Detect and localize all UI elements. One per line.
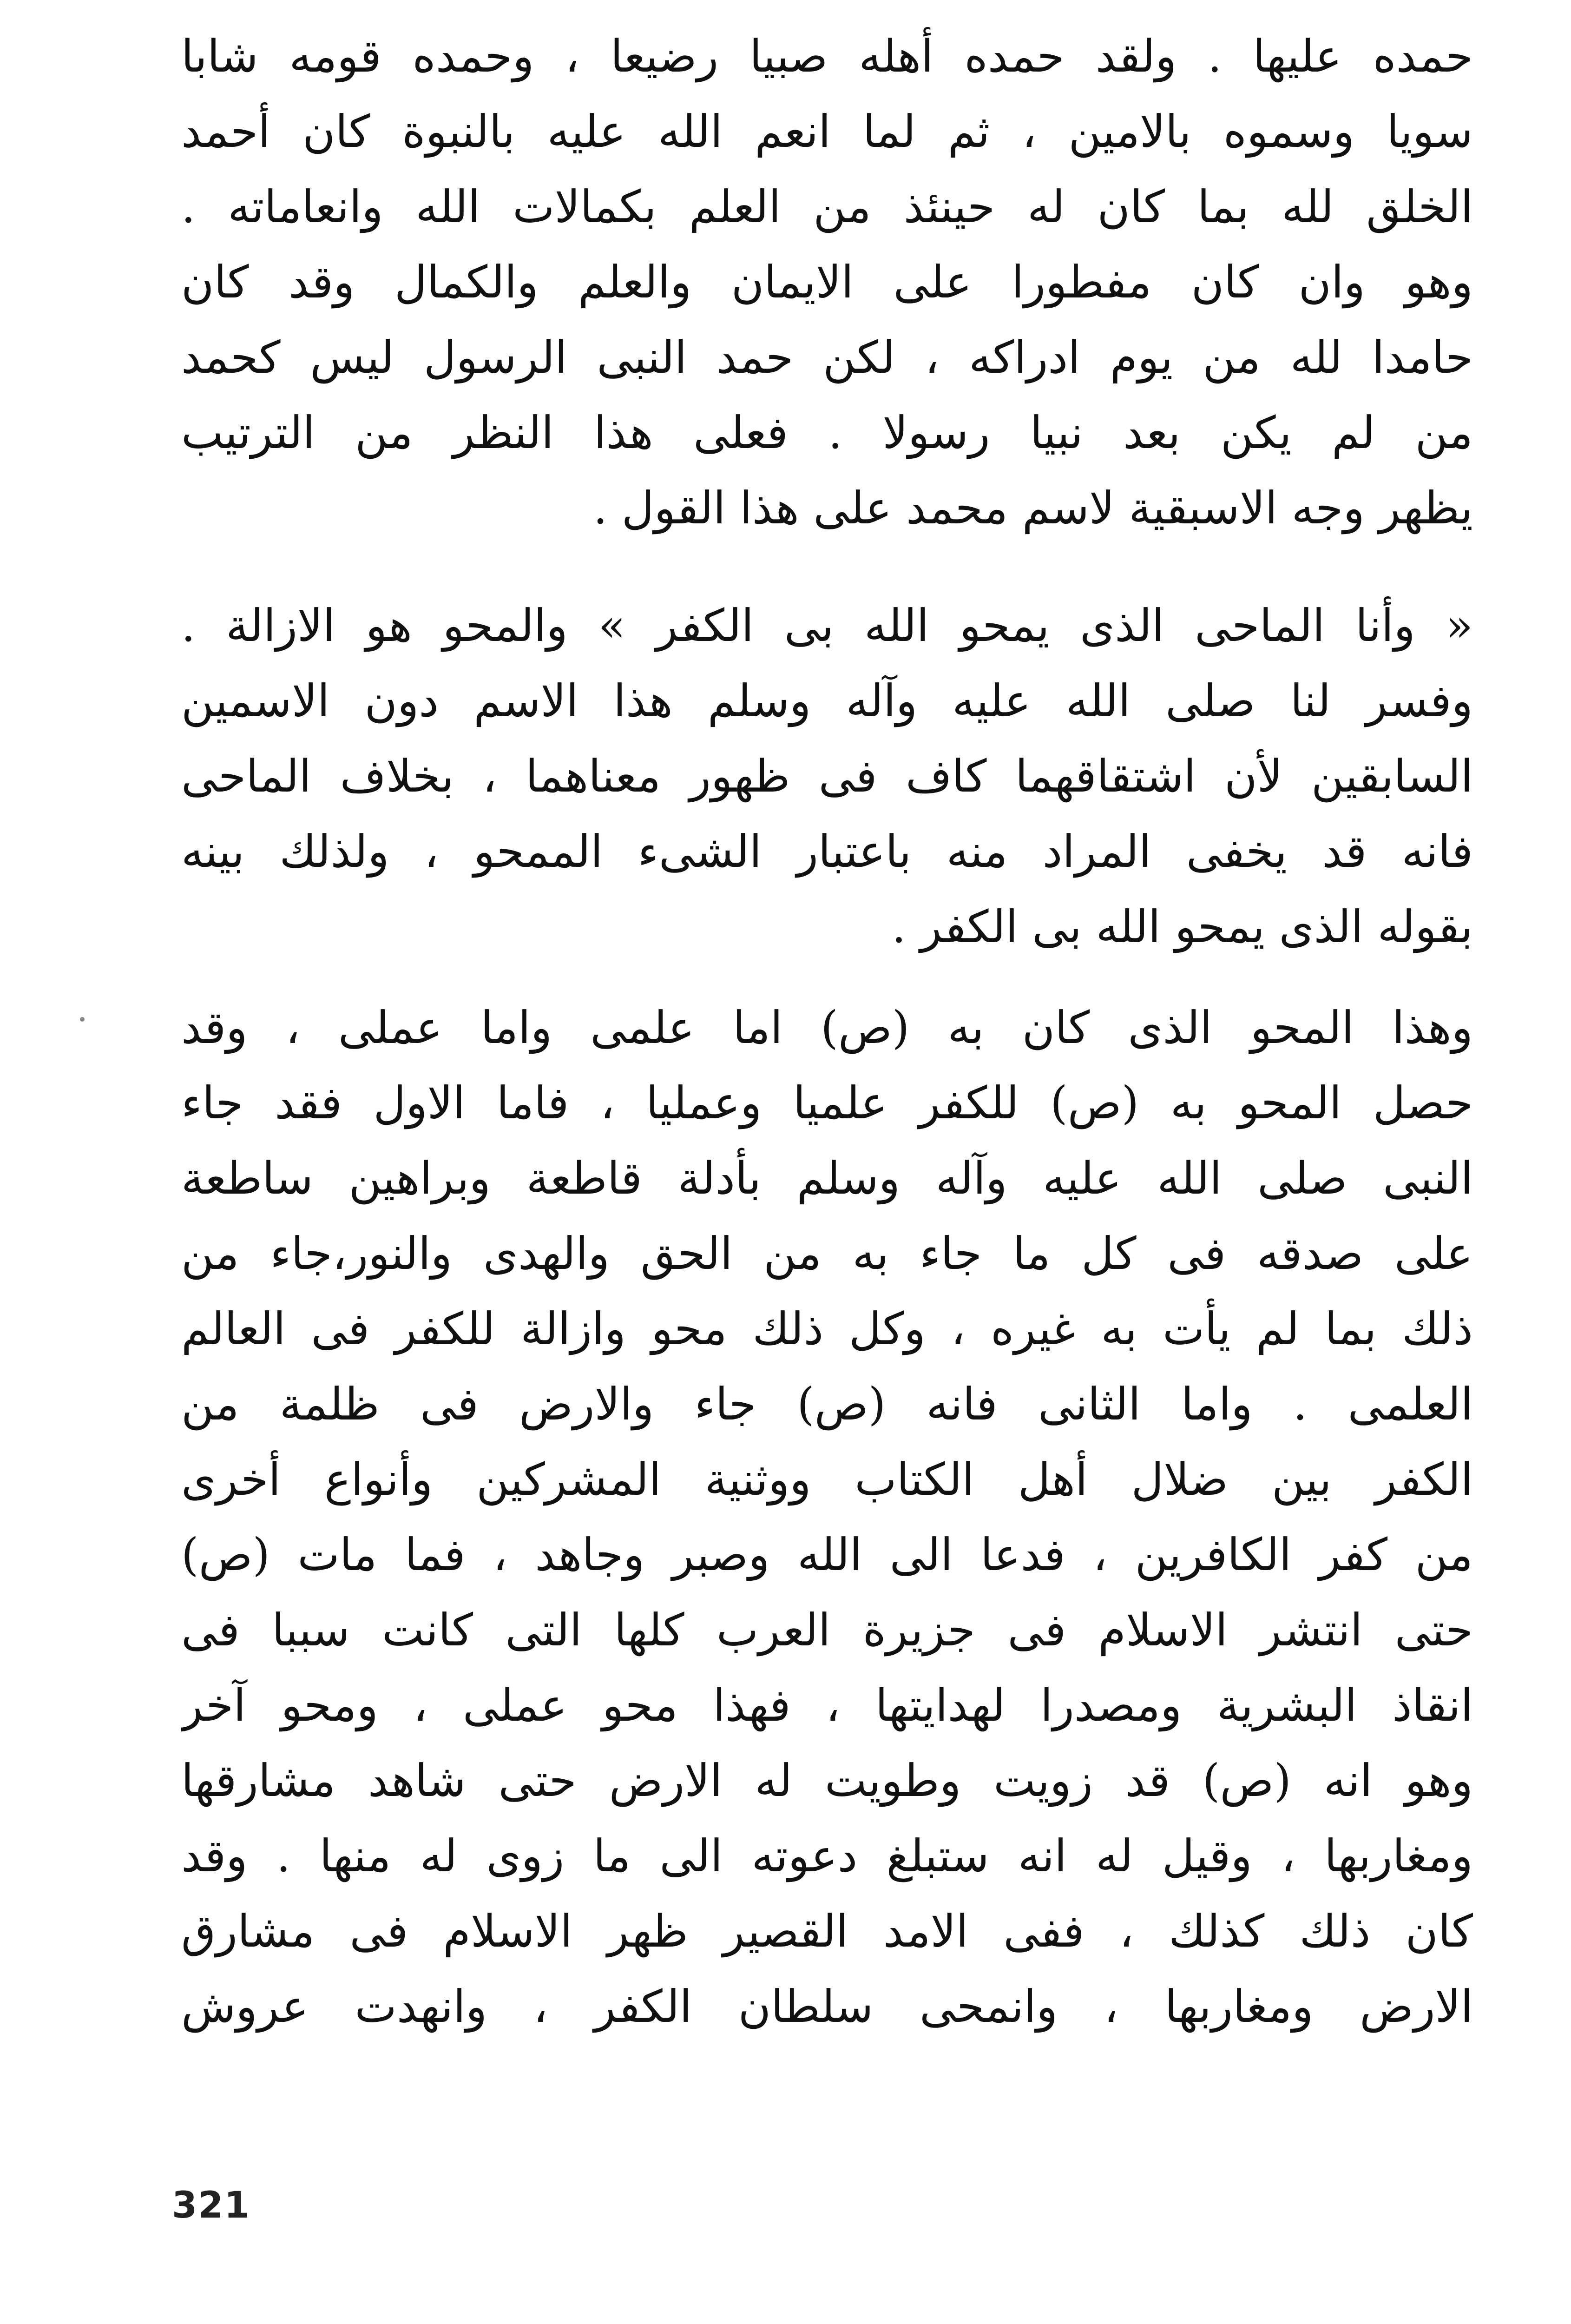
text-line: الكفر بين ضلال أهل الكتاب ووثنية المشركين وأنواع أخرى [181,1453,1473,1505]
text-line: النبى صلى الله عليه وآله وسلم بأدلة قاطعة وبراهين ساطعة [181,1152,1473,1204]
text-line: على صدقه فى كل ما جاء به من الحق والهدى والنور،جاء من [181,1228,1473,1280]
text-line: السابقين لأن اشتقاقهما كاف فى ظهور معناهما ، بخلاف الماحى [181,750,1473,802]
scan-speck [80,1017,85,1022]
text-line: حمده عليها . ولقد حمده أهله صبيا رضيعا ، وحمده قومه شابا [181,30,1473,82]
paragraph-2 [181,588,1473,964]
text-line: كان ذلك كذلك ، ففى الامد القصير ظهر الاسلام فى مشارق [181,1905,1473,1957]
paragraph-1 [181,19,1473,546]
text-line: وهو انه (ص) قد زويت وطويت له الارض حتى شاهد مشارقها [181,1755,1473,1807]
text-line: يظهر وجه الاسبقية لاسم محمد على هذا القول . [593,482,1473,534]
text-line: من لم يكن بعد نبيا رسولا . فعلى هذا النظر من الترتيب [181,407,1473,459]
text-line: « وأنا الماحى الذى يمحو الله بى الكفر » والمحو هو الازالة . [181,600,1473,652]
text-line: وفسر لنا صلى الله عليه وآله وسلم هذا الاسم دون الاسمين [181,675,1473,727]
text-line: من كفر الكافرين ، فدعا الى الله وصبر وجاهد ، فما مات (ص) [181,1529,1473,1581]
text-line: وهذا المحو الذى كان به (ص) اما علمى واما عملى ، وقد [181,1002,1473,1054]
page-number: 321 [172,2185,250,2226]
text-line: ومغاربها ، وقيل له انه ستبلغ دعوته الى ما زوى له منها . وقد [181,1830,1473,1882]
text-line: انقاذ البشرية ومصدرا لهدايتها ، فهذا محو عملى ، ومحو آخر [181,1679,1473,1731]
paragraph-3 [181,990,1473,2044]
text-line: وهو وان كان مفطورا على الايمان والعلم والكمال وقد كان [181,256,1473,308]
text-line: حامدا لله من يوم ادراكه ، لكن حمد النبى الرسول ليس كحمد [181,331,1473,383]
text-line: ذلك بما لم يأت به غيره ، وكل ذلك محو وازالة للكفر فى العالم [181,1303,1473,1355]
text-line: الارض ومغاربها ، وانمحى سلطان الكفر ، وانهدت عروش [181,1981,1473,2033]
text-line: فانه قد يخفى المراد منه باعتبار الشىء الممحو ، ولذلك بينه [181,825,1473,878]
text-line: حصل المحو به (ص) للكفر علميا وعمليا ، فاما الاول فقد جاء [181,1077,1473,1129]
text-line: الخلق لله بما كان له حينئذ من العلم بكمالات الله وانعاماته . [181,181,1473,233]
text-line: العلمى . واما الثانى فانه (ص) جاء والارض فى ظلمة من [181,1378,1473,1430]
text-line: حتى انتشر الاسلام فى جزيرة العرب كلها التى كانت سببا فى [181,1604,1473,1656]
text-line: بقوله الذى يمحو الله بى الكفر . [892,901,1473,953]
text-line: سويا وسموه بالامين ، ثم لما انعم الله عليه بالنبوة كان أحمد [181,106,1473,158]
